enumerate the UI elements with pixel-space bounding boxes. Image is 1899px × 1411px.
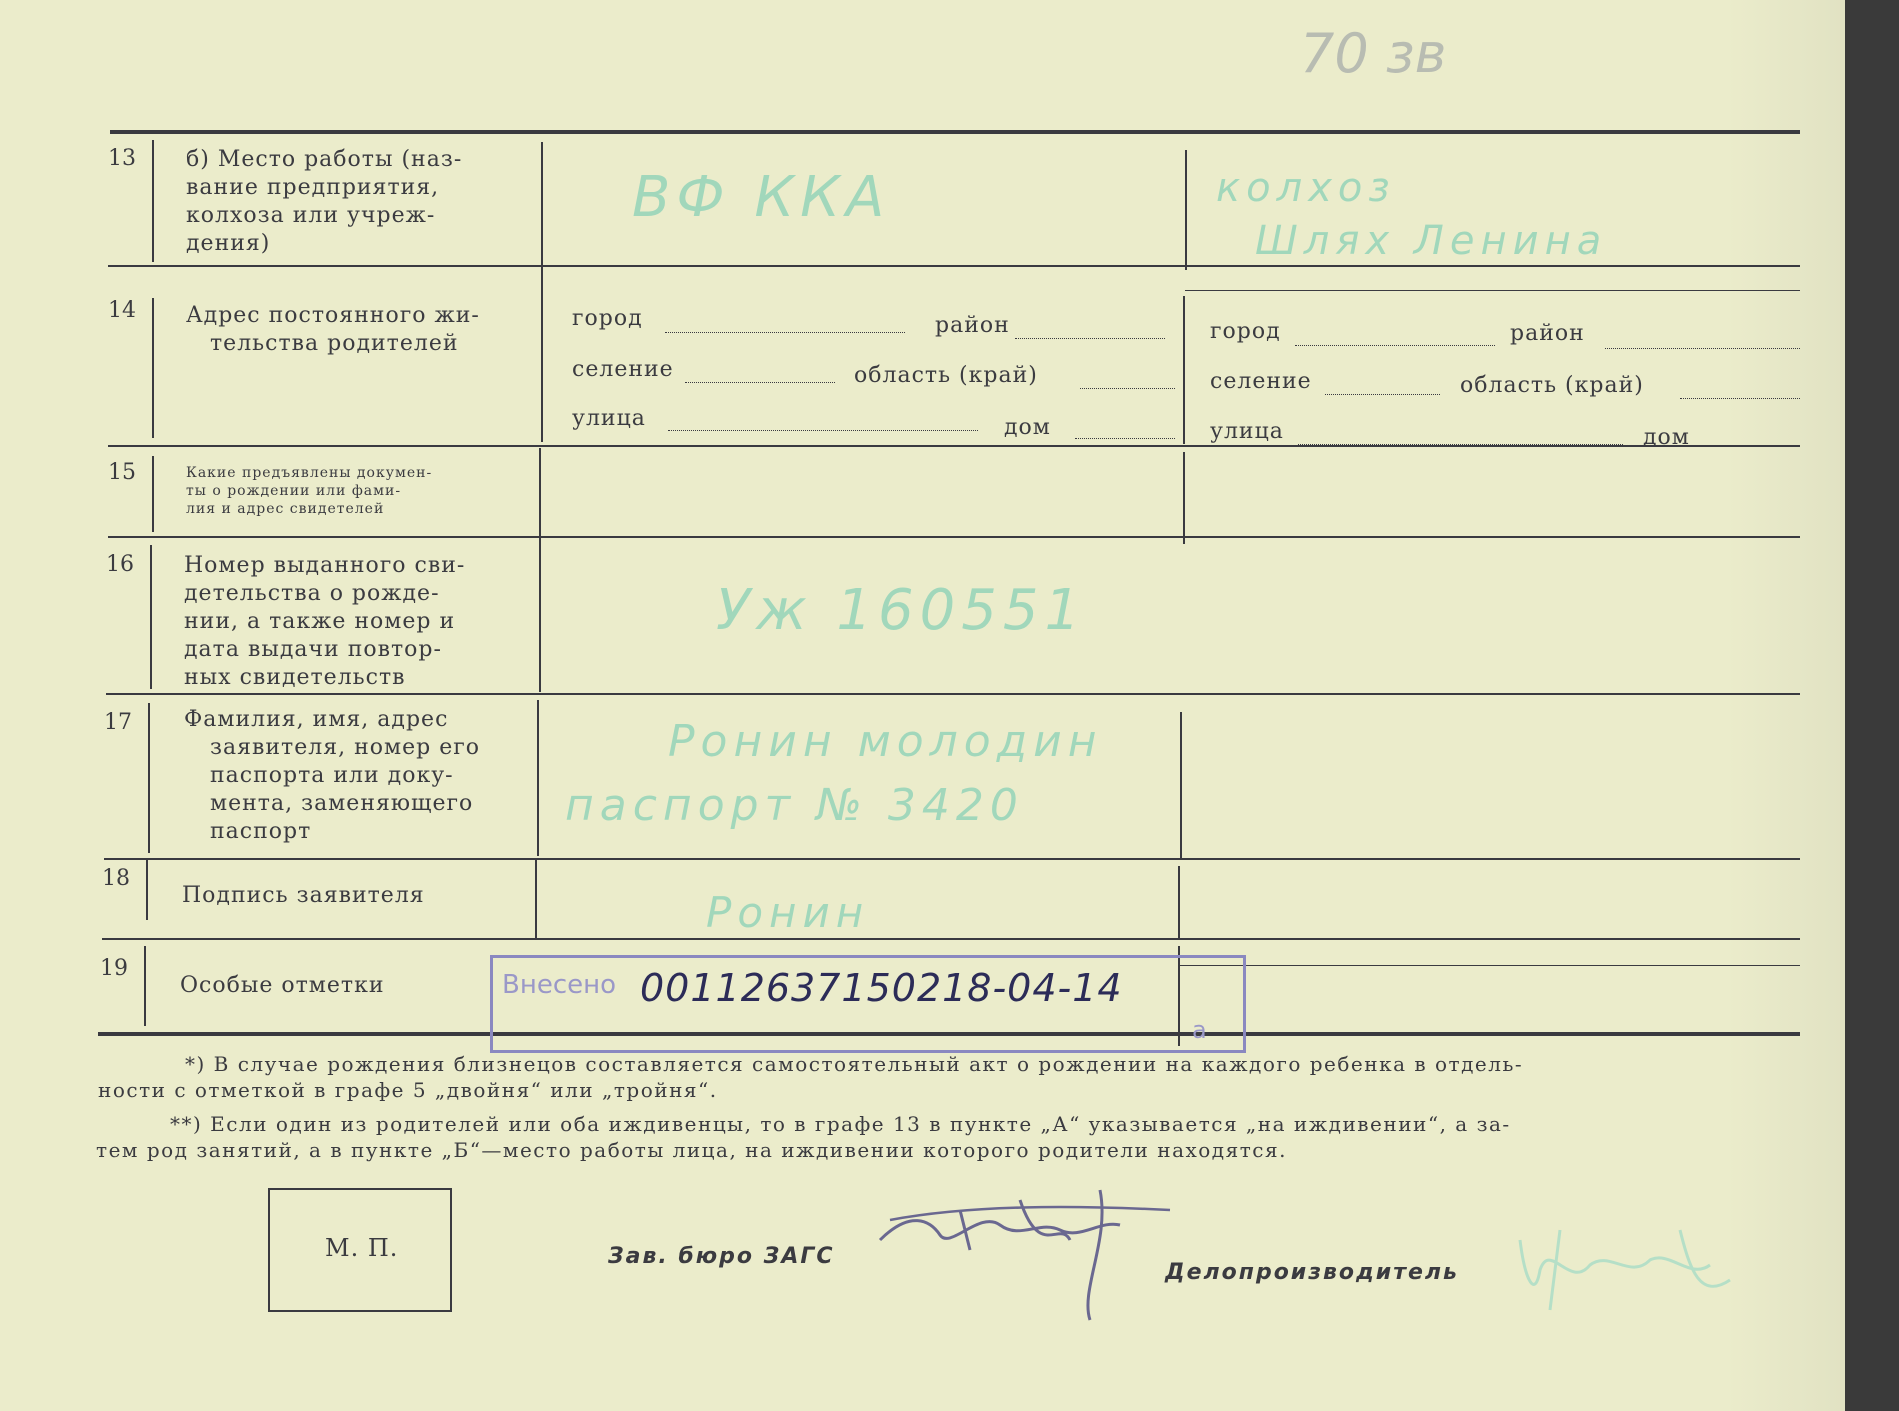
fill-line xyxy=(1680,398,1800,399)
row-15-label: лия и адрес свидетелей xyxy=(186,501,385,517)
num-col-line xyxy=(150,545,152,689)
row-16-label: дата выдачи повтор- xyxy=(184,637,442,662)
stamp-partial-text: а xyxy=(1192,1016,1207,1044)
row-number: 15 xyxy=(108,460,136,485)
father-village-label: селение xyxy=(572,357,674,382)
parent-col-line xyxy=(1180,712,1182,858)
fill-line xyxy=(1605,348,1800,349)
label-col-line xyxy=(541,142,543,442)
footnote-twins-cont: ности с отметкой в графе 5 „двойня“ или „тройня“. xyxy=(98,1078,718,1102)
row-17-rule xyxy=(104,858,1800,860)
num-col-line xyxy=(152,456,154,532)
footnote-dependents: **) Если один из родителей или оба иждивенцы, то в графе 13 в пункте „А“ указывается „на иждивении“, а за- xyxy=(170,1112,1511,1136)
row-13-label: дения) xyxy=(186,231,271,256)
applicant-signature-handwriting: Ронин xyxy=(706,888,870,937)
stamp-partial-text: Внесено xyxy=(502,970,617,1000)
row-17-label: мента, заменяющего xyxy=(210,791,474,816)
footnote-twins: *) В случае рождения близнецов составляется самостоятельный акт о рождении на каждого ребенка в отдель- xyxy=(185,1052,1524,1076)
zags-head-signature xyxy=(870,1180,1190,1330)
row-16-rule xyxy=(106,693,1800,695)
row-13-label: б) Место работы (наз- xyxy=(186,147,463,172)
row-15-label: ты о рождении или фами- xyxy=(186,483,402,499)
row-14-rule xyxy=(108,445,1800,447)
table-top-rule xyxy=(110,130,1800,134)
mother-village-label: селение xyxy=(1210,369,1312,394)
mother-house-label: дом xyxy=(1643,425,1690,450)
row-16-label: Номер выданного сви- xyxy=(184,553,466,578)
fill-line xyxy=(1705,446,1800,447)
father-region-label: область (край) xyxy=(854,363,1038,388)
mother-workplace-handwriting: Шлях Ленина xyxy=(1255,218,1608,264)
row-number: 16 xyxy=(106,552,134,577)
fill-line xyxy=(1325,394,1440,395)
father-street-label: улица xyxy=(572,406,646,431)
footnote-dependents-cont: тем род занятий, а в пункте „Б“—место работы лица, на иждивении которого родители находятся. xyxy=(96,1138,1287,1162)
mother-street-label: улица xyxy=(1210,419,1284,444)
father-city-label: город xyxy=(572,306,643,331)
num-col-line xyxy=(152,298,154,438)
num-col-line xyxy=(152,140,154,262)
label-col-line xyxy=(537,700,539,856)
mother-city-label: город xyxy=(1210,319,1281,344)
clerk-signature xyxy=(1500,1210,1760,1320)
row-18-rule xyxy=(102,938,1800,940)
row-13-label: колхоза или учреж- xyxy=(186,203,436,228)
parent-col-line xyxy=(1183,452,1185,544)
row-number: 14 xyxy=(108,298,136,323)
fill-line xyxy=(1075,438,1175,439)
row-17-label: паспорт xyxy=(210,819,312,844)
row-16-label: детельства о рожде- xyxy=(184,581,440,606)
seal-label: М. П. xyxy=(325,1234,399,1262)
num-col-line xyxy=(146,860,148,920)
row-number: 19 xyxy=(100,956,128,981)
num-col-line xyxy=(148,703,150,853)
row-13-label: вание предприятия, xyxy=(186,175,440,200)
row-number: 17 xyxy=(104,710,132,735)
row-16-label: нии, а также номер и xyxy=(184,609,456,634)
row-15-label: Какие предъявлены докумен- xyxy=(186,465,433,481)
row-19-mother-rule xyxy=(1180,965,1800,966)
applicant-passport-handwriting: паспорт № 3420 xyxy=(565,780,1024,831)
num-col-line xyxy=(144,946,146,1026)
father-house-label: дом xyxy=(1004,415,1051,440)
fill-line xyxy=(685,382,835,383)
row-19-label: Особые отметки xyxy=(180,973,385,998)
row-17-label: паспорта или доку- xyxy=(210,763,454,788)
row-number: 18 xyxy=(102,866,130,891)
label-col-line xyxy=(535,860,537,938)
fill-line xyxy=(665,332,905,333)
special-marks-handwriting: 00112637150218-04-14 xyxy=(640,966,1123,1010)
mother-workplace-handwriting: колхоз xyxy=(1216,165,1396,211)
zags-head-label: Зав. бюро ЗАГС xyxy=(608,1244,835,1269)
fill-line xyxy=(1015,338,1165,339)
row-16-label: ных свидетельств xyxy=(184,665,406,690)
certificate-number-handwriting: Уж 160551 xyxy=(716,578,1087,643)
applicant-name-handwriting: Ронин молодин xyxy=(668,716,1103,767)
fill-line xyxy=(1080,388,1175,389)
row-17-label: Фамилия, имя, адрес xyxy=(184,707,449,732)
row-18-label: Подпись заявителя xyxy=(182,883,425,908)
label-col-line xyxy=(539,448,541,692)
fill-line xyxy=(668,430,978,431)
fill-line xyxy=(1298,444,1623,445)
row-number: 13 xyxy=(108,146,136,171)
mother-district-label: район xyxy=(1510,321,1585,346)
row-15-rule xyxy=(108,536,1800,538)
mother-region-label: область (край) xyxy=(1460,373,1644,398)
father-workplace-handwriting: ВФ ККА xyxy=(632,165,891,230)
row-13-rule xyxy=(108,265,1800,267)
parent-col-line xyxy=(1183,296,1185,444)
scan-background-edge xyxy=(1845,0,1899,1411)
row-14-label: тельства родителей xyxy=(210,331,459,356)
clerk-label: Делопроизводитель xyxy=(1165,1260,1459,1285)
paper-shading xyxy=(1725,0,1845,1411)
father-district-label: район xyxy=(935,313,1010,338)
parent-col-line xyxy=(1178,866,1180,938)
row-14-label: Адрес постоянного жи- xyxy=(186,303,480,328)
parent-col-line xyxy=(1185,150,1187,270)
pencil-archive-note: 70 зв xyxy=(1300,22,1447,85)
row-14-mother-rule xyxy=(1185,290,1800,291)
row-17-label: заявителя, номер его xyxy=(210,735,480,760)
fill-line xyxy=(1295,345,1495,346)
